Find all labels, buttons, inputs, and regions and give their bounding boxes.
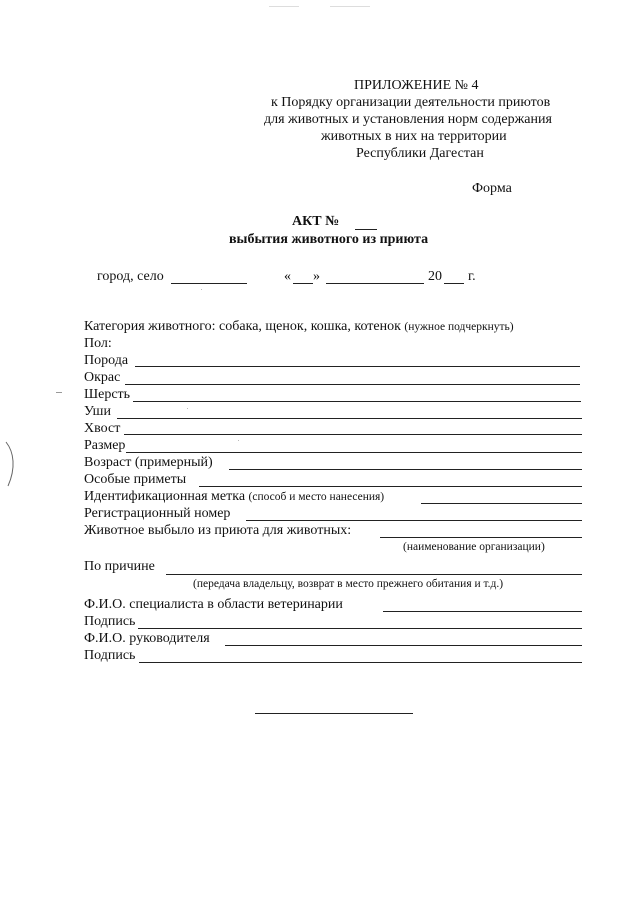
- id-tag-label: Идентификационная метка: [84, 489, 246, 504]
- month-line: [326, 283, 424, 284]
- id-tag-hint: (способ и место нанесения): [248, 491, 385, 503]
- year-prefix: 20: [428, 269, 442, 284]
- fur-label: Шерсть: [84, 387, 131, 402]
- tail-label: Хвост: [84, 421, 121, 436]
- breed-label: Порода: [84, 353, 129, 368]
- city-line: [171, 283, 247, 284]
- reason-line: [166, 574, 582, 575]
- marks-line: [199, 486, 582, 487]
- scan-mark-bracket: [0, 440, 20, 490]
- color-line: [125, 384, 580, 385]
- appendix-line-5: Республики Дагестан: [356, 146, 484, 161]
- ears-line: [117, 418, 582, 419]
- reg-number-label: Регистрационный номер: [84, 506, 231, 521]
- fur-line: [133, 401, 581, 402]
- sex-label: Пол:: [84, 336, 112, 351]
- left-shelter-line: [380, 537, 582, 538]
- footer-separator: [255, 713, 413, 714]
- scan-speck: [56, 392, 62, 393]
- left-shelter-label: Животное выбыло из приюта для животных:: [84, 523, 352, 538]
- signature-2-label: Подпись: [84, 648, 136, 663]
- color-label: Окрас: [84, 370, 121, 385]
- scan-speck: [269, 6, 299, 7]
- year-line: [444, 283, 464, 284]
- id-tag-field: [84, 488, 384, 506]
- signature-1-label: Подпись: [84, 614, 136, 629]
- reason-hint: (передача владельцу, возврат в место прежнего обитания и т.д.): [193, 578, 504, 590]
- appendix-line-3: для животных и установления норм содержания: [264, 112, 552, 127]
- appendix-line-2: к Порядку организации деятельности приютов: [271, 95, 551, 110]
- signature-2-line: [139, 662, 582, 663]
- city-label: город, село: [97, 269, 164, 284]
- reason-label: По причине: [84, 559, 155, 574]
- signature-1-line: [138, 628, 582, 629]
- appendix-number: ПРИЛОЖЕНИЕ № 4: [354, 78, 479, 93]
- size-label: Размер: [84, 438, 126, 453]
- form-label: Форма: [472, 181, 512, 196]
- act-title: АКТ №: [292, 214, 340, 229]
- org-hint: (наименование организации): [403, 541, 545, 553]
- appendix-line-4: животных в них на территории: [321, 129, 507, 144]
- reg-number-line: [246, 520, 582, 521]
- head-name-label: Ф.И.О. руководителя: [84, 631, 210, 646]
- category-hint: (нужное подчеркнуть): [404, 321, 514, 333]
- head-name-line: [225, 645, 582, 646]
- vet-name-label: Ф.И.О. специалиста в области ветеринарии: [84, 597, 343, 612]
- scan-speck: [201, 289, 202, 290]
- scan-speck: [187, 408, 188, 409]
- act-subtitle: выбытия животного из приюта: [229, 232, 429, 247]
- breed-line: [135, 366, 580, 367]
- vet-name-line: [383, 611, 582, 612]
- ears-label: Уши: [84, 404, 111, 419]
- age-label: Возраст (примерный): [84, 455, 213, 470]
- scan-speck: [330, 6, 370, 7]
- size-line: [126, 452, 582, 453]
- scan-speck: [238, 440, 239, 441]
- tail-line: [124, 434, 582, 435]
- year-suffix: г.: [468, 269, 476, 284]
- day-line: [293, 283, 313, 284]
- category-label: Категория животного: собака, щенок, кошка, котенок: [84, 319, 401, 334]
- id-tag-line: [421, 503, 582, 504]
- quote-close: »: [313, 269, 320, 284]
- act-number-line: [355, 229, 377, 230]
- category-field: [84, 318, 514, 336]
- age-line: [229, 469, 582, 470]
- marks-label: Особые приметы: [84, 472, 187, 487]
- quote-open: «: [284, 269, 291, 284]
